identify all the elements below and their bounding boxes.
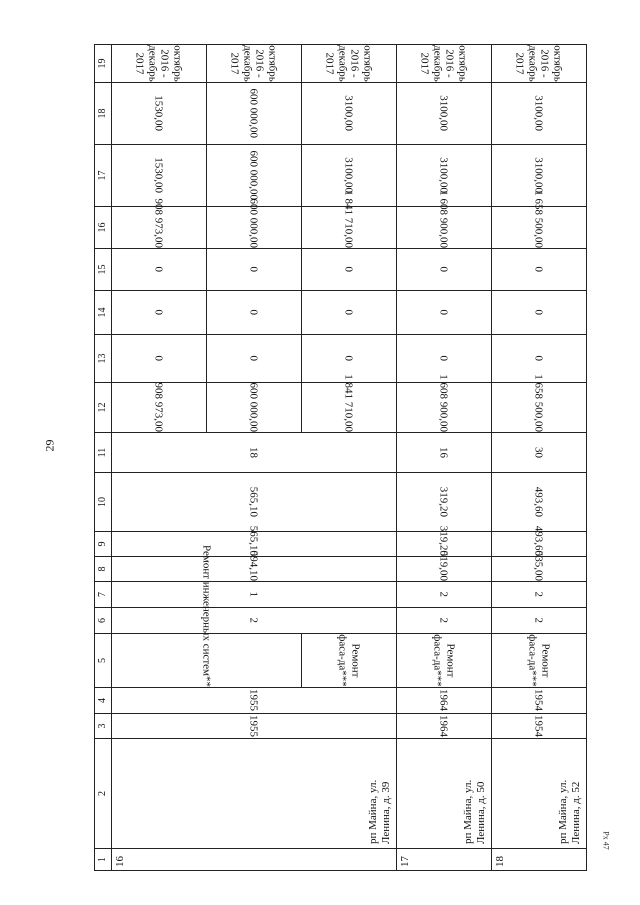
construction-year [491, 714, 586, 739]
repair-program-table-wrapper [94, 45, 584, 871]
col-header-14: 14 [95, 291, 112, 335]
value: 908 973,00 [152, 382, 165, 432]
value: 519,00 [437, 550, 450, 581]
work-type [491, 634, 586, 688]
residential-area [396, 473, 491, 532]
entrances [396, 582, 491, 608]
table-row [491, 45, 586, 871]
value: 3100,00 [437, 95, 450, 132]
unit-cost [206, 145, 301, 207]
value: 0 [152, 355, 165, 362]
completion-period [491, 45, 586, 83]
cost-total [396, 374, 491, 433]
value: 1530,00 [152, 157, 165, 194]
value: 565,10 [247, 486, 260, 518]
col-header-15: 15 [95, 249, 112, 291]
value: 0 [247, 355, 260, 362]
header-row [95, 45, 112, 871]
residential-area [491, 473, 586, 532]
col-header-10: 10 [95, 473, 112, 532]
value: 565,10 [247, 525, 260, 556]
value: 600 000,00 [247, 150, 260, 201]
col-header-18: 18 [95, 83, 112, 145]
cost-total [111, 383, 206, 433]
value: 0 [532, 266, 545, 273]
value: 2 [532, 617, 545, 624]
value: 535,00 [532, 550, 545, 581]
residents-count [396, 433, 491, 473]
premises-area [491, 525, 586, 557]
col-header-7: 7 [95, 582, 112, 608]
value: 1 [247, 591, 260, 598]
row-number: 16 [111, 849, 396, 871]
cost-region [491, 291, 586, 335]
residents-count [491, 433, 586, 473]
value: 0 [342, 309, 355, 316]
value: Ремонт инженерных систем** [200, 545, 213, 687]
value: 600 000,00 [247, 198, 260, 248]
value: 908 973,00 [152, 198, 165, 248]
value: 2 [247, 617, 260, 624]
value: 1 608 900,00 [437, 190, 450, 248]
col-header-9: 9 [95, 532, 112, 557]
cost-region [206, 291, 301, 335]
value: октябрь 2016 - декабрь 2017 [323, 45, 374, 82]
cost-owners [111, 198, 206, 249]
value: октябрь 2016 - декабрь 2017 [513, 45, 564, 82]
cost-total [206, 383, 301, 433]
value: 0 [342, 266, 355, 273]
repair-program-table [94, 44, 587, 871]
col-header-5: 5 [95, 634, 112, 688]
table-row [396, 45, 491, 871]
value: 1954 [532, 715, 545, 737]
cost-total [301, 374, 396, 433]
value: 0 [532, 355, 545, 362]
value: 600 000,00 [247, 382, 260, 432]
premises-area [396, 525, 491, 557]
value: 600 000,00 [247, 88, 260, 139]
cost-fund [206, 335, 301, 383]
value: 319,20 [437, 486, 450, 518]
completion-period [396, 45, 491, 83]
value: 0 [342, 355, 355, 362]
value: 16 [437, 447, 450, 458]
cost-region [396, 291, 491, 335]
max-unit-cost [301, 83, 396, 145]
row-number: 18 [491, 849, 586, 871]
entrances [111, 582, 396, 608]
value: 2 [437, 617, 450, 624]
value: Ремонт фаса-да*** [526, 634, 552, 687]
premises-area [111, 525, 396, 557]
value: 319,20 [437, 525, 450, 556]
total-area [396, 550, 491, 582]
page-number: 29 [42, 439, 57, 452]
value: 493,60 [532, 486, 545, 518]
col-header-12: 12 [95, 383, 112, 433]
commissioning-year [491, 688, 586, 714]
residential-area [111, 473, 396, 532]
cost-region [301, 291, 396, 335]
value: 1954 [532, 689, 545, 712]
value: 1 841 710,00 [342, 190, 355, 248]
value: 1964 [437, 715, 450, 737]
address-cell: рп Майна, ул. Ленина, д. 52 [491, 739, 586, 849]
completion-period [111, 45, 206, 83]
value: 0 [247, 266, 260, 273]
value: 0 [152, 309, 165, 316]
value: 1 841 710,00 [342, 374, 355, 432]
value: 1955 [247, 689, 260, 712]
value: октябрь 2016 - декабрь 2017 [228, 45, 279, 82]
cost-region [111, 291, 206, 335]
value: 3100,00 [342, 157, 355, 194]
value: 2 [532, 591, 545, 598]
address-cell: рп Майна, ул. Ленина, д. 50 [396, 739, 491, 849]
floors [396, 608, 491, 634]
col-header-11: 11 [95, 433, 112, 473]
total-area [111, 550, 396, 582]
row-number: 17 [396, 849, 491, 871]
table-row [111, 45, 206, 871]
value: 1530,00 [152, 95, 165, 132]
value: Ремонт фаса-да*** [431, 634, 457, 687]
value: 1 608 900,00 [437, 374, 450, 432]
commissioning-year [396, 688, 491, 714]
max-unit-cost [396, 83, 491, 145]
col-header-3: 3 [95, 714, 112, 739]
max-unit-cost [491, 83, 586, 145]
cost-municipal [301, 249, 396, 291]
address-cell: рп Майна, ул. Ленина, д. 39 [111, 739, 396, 849]
cost-total [491, 374, 586, 433]
col-header-4: 4 [95, 688, 112, 714]
value: 0 [532, 309, 545, 316]
col-header-19: 19 [95, 45, 112, 83]
cost-owners [206, 198, 301, 249]
value: 594,10 [247, 550, 260, 581]
residents-count [111, 433, 396, 473]
total-area [491, 550, 586, 582]
col-header-16: 16 [95, 207, 112, 249]
cost-owners [491, 190, 586, 249]
completion-period [301, 45, 396, 83]
entrances [491, 582, 586, 608]
max-unit-cost [206, 83, 301, 145]
value: 3100,00 [342, 95, 355, 132]
cost-municipal [206, 249, 301, 291]
value: 0 [247, 309, 260, 316]
value: октябрь 2016 - декабрь 2017 [133, 45, 184, 82]
value: октябрь 2016 - декабрь 2017 [418, 45, 469, 82]
work-type [301, 634, 396, 688]
value: 0 [437, 309, 450, 316]
col-header-6: 6 [95, 608, 112, 634]
value: 1 658 500,00 [532, 190, 545, 248]
construction-year [396, 714, 491, 739]
value: 0 [152, 266, 165, 273]
floors [111, 608, 396, 634]
value: 493,60 [532, 525, 545, 556]
construction-year [111, 714, 396, 739]
cost-owners [396, 190, 491, 249]
max-unit-cost [111, 83, 206, 145]
unit-cost [111, 145, 206, 207]
value: 2 [437, 591, 450, 598]
cost-municipal [396, 249, 491, 291]
floors [491, 608, 586, 634]
col-header-2: 2 [95, 739, 112, 849]
cost-owners [301, 190, 396, 249]
value: 30 [532, 447, 545, 458]
value: 1955 [247, 715, 260, 737]
col-header-13: 13 [95, 335, 112, 383]
value: 0 [437, 266, 450, 273]
cost-municipal [491, 249, 586, 291]
value: 1964 [437, 689, 450, 712]
value: 3100,00 [532, 157, 545, 194]
col-header-1: 1 [95, 849, 112, 871]
value: 18 [247, 447, 260, 458]
completion-period [206, 45, 301, 83]
cost-municipal [111, 249, 206, 291]
value: 0 [437, 355, 450, 362]
footer-note: Рх 47 [601, 831, 611, 850]
value: 3100,00 [437, 157, 450, 194]
work-type [396, 634, 491, 688]
value: 3100,00 [532, 95, 545, 132]
col-header-17: 17 [95, 145, 112, 207]
commissioning-year [111, 688, 396, 714]
value: 1 658 500,00 [532, 374, 545, 432]
value: Ремонт фаса-да*** [336, 634, 362, 687]
col-header-8: 8 [95, 557, 112, 582]
cost-fund [111, 335, 206, 383]
